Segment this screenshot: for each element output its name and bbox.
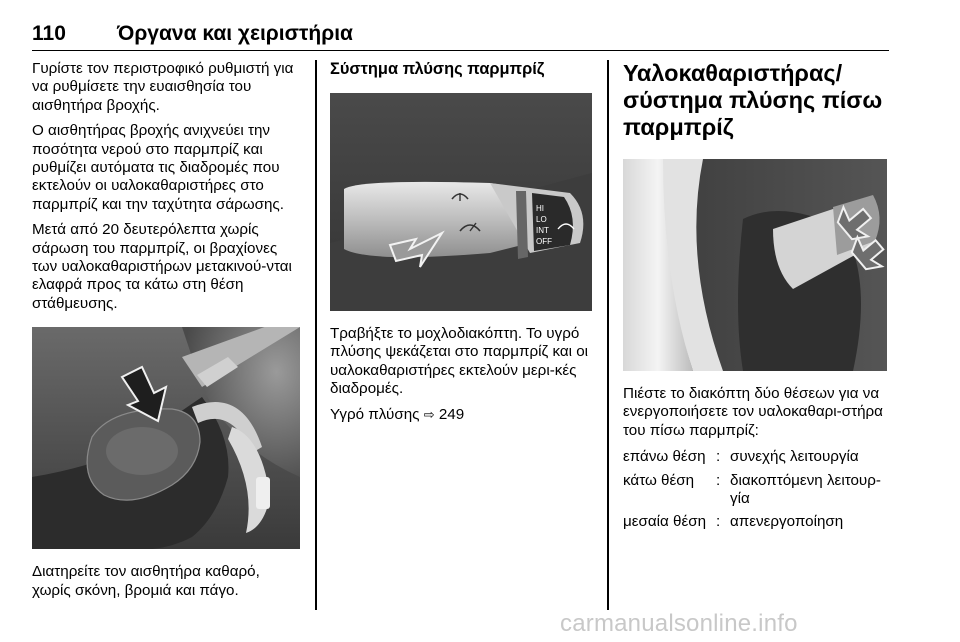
paragraph: Πιέστε το διακόπτη δύο θέσεων για να ενεργοποιήσετε τον υαλοκαθαρι-στήρα του πίσω παρμπρίζ: (623, 385, 883, 439)
reference-text: Υγρό πλύσης (330, 405, 420, 423)
paragraph: Ο αισθητήρας βροχής ανιχνεύει την ποσότητα νερού στο παρμπρίζ και ρυθμίζει αυτόματα τις διαδρομές που εκτελούν οι υαλοκαθαριστήρες στο παρμπρίζ και την ταχύτητα σάρωσης. (32, 122, 284, 213)
rear-wiper-figure (623, 159, 887, 371)
watermark: carmanualsonline.info (560, 610, 798, 637)
paragraph: Γυρίστε τον περιστροφικό ρυθμιστή για να ρυθμίσετε την ευαισθησία του αισθητήρα βροχής. (32, 60, 294, 114)
wiper-lever-figure (330, 93, 592, 311)
lever-label-lo: LO (536, 215, 547, 224)
definition-desc: συνεχής λειτουργία (730, 448, 859, 466)
column-divider (315, 60, 317, 610)
section-heading: Υαλοκαθαριστήρας/ σύστημα πλύσης πίσω παρμπρίζ (623, 60, 883, 140)
definition-separator: : (716, 448, 721, 466)
paragraph: Τραβήξτε το μοχλοδιακόπτη. Το υγρό πλύσης ψεκάζεται στο παρμπρίζ και οι υαλοκαθαριστήρες εκτελούν μερι-κές διαδρομές. (330, 325, 589, 398)
section-heading: Σύστημα πλύσης παρμπρίζ (330, 60, 545, 78)
rain-sensor-figure (32, 327, 300, 549)
column-right (623, 60, 889, 537)
definition-term: μεσαία θέση (623, 513, 707, 531)
paragraph: Μετά από 20 δευτερόλεπτα χωρίς σάρωση του παρμπρίζ, οι βραχίονες των υαλοκαθαριστήρων μετακινού-νται ελαφρά προς τα κάτω στη θέση στάθμευσης. (32, 221, 292, 312)
definition-list (623, 448, 889, 532)
page-header (32, 0, 889, 51)
cross-reference (330, 406, 592, 424)
column-divider (607, 60, 609, 610)
reference-page: 249 (438, 405, 465, 423)
definition-term: κάτω θέση (623, 471, 695, 489)
column-middle (330, 60, 592, 431)
definition-row (623, 448, 889, 466)
figure-caption: Διατηρείτε τον αισθητήρα καθαρό, χωρίς σκόνη, βρομιά και πάγο. (32, 563, 260, 599)
definition-separator: : (716, 471, 721, 489)
definition-desc: απενεργοποίηση (730, 513, 844, 531)
definition-separator: : (716, 513, 721, 531)
definition-row (623, 472, 889, 509)
lever-label-hi: HI (536, 204, 544, 213)
definition-term: επάνω θέση (623, 448, 706, 466)
definition-desc: διακοπτόμενη λειτουρ-γία (730, 471, 881, 508)
lever-label-off: OFF (536, 237, 552, 246)
definition-row (623, 513, 889, 531)
page-number: 110 (32, 22, 66, 45)
page-title: Όργανα και χειριστήρια (117, 22, 353, 45)
column-left (32, 60, 300, 607)
lever-label-int: INT (536, 226, 549, 235)
reference-arrow-icon: ⇨ (423, 406, 435, 422)
